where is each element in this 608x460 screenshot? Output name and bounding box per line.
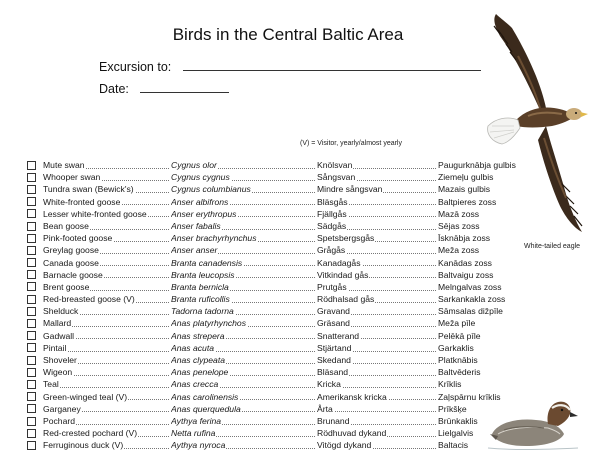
- species-latin-name: [171, 403, 317, 415]
- species-swedish-name: [317, 159, 438, 171]
- species-english-text: Bean goose: [43, 220, 89, 231]
- species-checkbox[interactable]: [27, 404, 36, 413]
- species-latvian-name: [438, 342, 528, 354]
- species-english-text: Pink-footed goose: [43, 233, 113, 244]
- species-latin-name: [171, 317, 317, 329]
- species-latin-name: [171, 269, 317, 281]
- species-english-name: [43, 269, 171, 281]
- species-swedish-text: Stjärtand: [317, 342, 352, 353]
- species-english-text: Mallard: [43, 318, 72, 329]
- species-swedish-text: Amerikansk kricka: [317, 391, 387, 402]
- species-latvian-text: Sējas zoss: [438, 220, 480, 231]
- species-swedish-name: [317, 293, 438, 305]
- species-english-text: Lesser white-fronted goose: [43, 208, 147, 219]
- species-row: [27, 305, 527, 317]
- species-latin-name: [171, 378, 317, 390]
- species-latvian-text: Mazā zoss: [438, 208, 480, 219]
- species-english-text: Garganey: [43, 403, 81, 414]
- species-swedish-text: Vitögd dykand: [317, 440, 372, 451]
- species-latvian-name: [438, 439, 528, 451]
- species-row: [27, 378, 527, 390]
- species-english-name: [43, 232, 171, 244]
- species-latvian-name: [438, 196, 528, 208]
- species-latin-name: [171, 281, 317, 293]
- species-latin-name: [171, 439, 317, 451]
- species-latvian-name: [438, 183, 528, 195]
- species-latin-text: Anser albifrons: [171, 196, 229, 207]
- species-row: [27, 257, 527, 269]
- species-latin-text: Tadorna tadorna: [171, 306, 234, 317]
- species-english-text: Teal: [43, 379, 59, 390]
- species-english-name: [43, 427, 171, 439]
- species-latvian-name: [438, 415, 528, 427]
- species-swedish-text: Snatterand: [317, 330, 360, 341]
- species-latin-text: Anser anser: [171, 245, 218, 256]
- species-english-name: [43, 354, 171, 366]
- species-swedish-text: Grågås: [317, 245, 346, 256]
- species-english-name: [43, 342, 171, 354]
- species-english-name: [43, 257, 171, 269]
- date-label: Date:: [99, 82, 129, 96]
- species-row: [27, 354, 527, 366]
- species-latin-text: Netta rufina: [171, 428, 216, 439]
- species-latin-text: Anas acuta: [171, 342, 214, 353]
- species-swedish-text: Gravand: [317, 306, 350, 317]
- species-latin-name: [171, 366, 317, 378]
- species-english-name: [43, 159, 171, 171]
- species-row: [27, 269, 527, 281]
- species-latvian-text: Garkaklis: [438, 342, 474, 353]
- species-latin-name: [171, 342, 317, 354]
- species-latin-name: [171, 415, 317, 427]
- species-english-name: [43, 208, 171, 220]
- species-latvian-text: Brūnkaklis: [438, 415, 478, 426]
- species-english-text: Pintail: [43, 342, 67, 353]
- species-latvian-text: Melngalvas zoss: [438, 281, 502, 292]
- excursion-input-line[interactable]: [183, 69, 481, 71]
- species-swedish-text: Prutgås: [317, 281, 347, 292]
- species-row: [27, 366, 527, 378]
- species-row: [27, 281, 527, 293]
- species-swedish-text: Vitkindad gås: [317, 269, 369, 280]
- species-english-name: [43, 196, 171, 208]
- species-latvian-text: Ziemeļu gulbis: [438, 172, 494, 183]
- eagle-caption: White-tailed eagle: [524, 243, 581, 250]
- species-latin-name: [171, 183, 317, 195]
- species-swedish-name: [317, 403, 438, 415]
- species-row: [27, 342, 527, 354]
- species-checklist: [27, 159, 527, 452]
- species-swedish-name: [317, 244, 438, 256]
- species-checkbox[interactable]: [27, 356, 36, 365]
- species-english-text: Gadwall: [43, 330, 75, 341]
- species-swedish-text: Knölsvan: [317, 160, 353, 170]
- species-checkbox[interactable]: [27, 307, 36, 316]
- species-row: [27, 208, 527, 220]
- species-latin-name: [171, 244, 317, 256]
- species-latvian-name: [438, 366, 528, 378]
- species-latvian-text: Meža pīle: [438, 318, 476, 329]
- species-latin-text: Anas querquedula: [171, 403, 241, 414]
- species-checkbox[interactable]: [27, 392, 36, 401]
- species-english-name: [43, 317, 171, 329]
- species-latvian-text: Sarkankakla zoss: [438, 294, 506, 305]
- species-row: [27, 232, 527, 244]
- species-latvian-text: Krīklis: [438, 379, 462, 390]
- species-english-name: [43, 439, 171, 451]
- species-latin-text: Aythya ferina: [171, 415, 222, 426]
- species-checkbox[interactable]: [27, 270, 36, 279]
- species-checkbox[interactable]: [27, 185, 36, 194]
- species-english-text: Red-crested pochard (V): [43, 428, 138, 439]
- species-latvian-name: [438, 378, 528, 390]
- species-latin-text: Anas clypeata: [171, 355, 225, 365]
- species-swedish-text: Sädgås: [317, 220, 347, 231]
- species-latin-name: [171, 305, 317, 317]
- species-swedish-name: [317, 330, 438, 342]
- species-latvian-name: [438, 171, 528, 183]
- species-swedish-text: Årta: [317, 403, 333, 414]
- species-latin-name: [171, 171, 317, 183]
- species-latvian-text: Paugurknābja gulbis: [438, 160, 516, 170]
- species-swedish-text: Fjällgås: [317, 208, 347, 219]
- species-checkbox[interactable]: [27, 331, 36, 340]
- species-english-text: Tundra swan (Bewick's): [43, 184, 134, 195]
- species-english-text: Wigeon: [43, 367, 73, 378]
- species-checkbox[interactable]: [27, 429, 36, 438]
- species-latvian-name: [438, 208, 528, 220]
- species-swedish-name: [317, 342, 438, 354]
- species-english-text: Whooper swan: [43, 172, 101, 183]
- species-english-text: White-fronted goose: [43, 196, 121, 207]
- species-english-name: [43, 183, 171, 195]
- species-swedish-name: [317, 232, 438, 244]
- date-input-line[interactable]: [140, 91, 229, 93]
- species-row: [27, 403, 527, 415]
- species-row: [27, 293, 527, 305]
- species-english-name: [43, 391, 171, 403]
- species-row: [27, 317, 527, 329]
- species-checkbox[interactable]: [27, 380, 36, 389]
- species-latvian-text: Meža zoss: [438, 245, 480, 256]
- species-latin-name: [171, 330, 317, 342]
- species-latin-name: [171, 208, 317, 220]
- species-latin-text: Anas carolinensis: [171, 391, 239, 402]
- species-latin-text: Anas platyrhynchos: [171, 318, 246, 329]
- species-latvian-text: Baltvaigu zoss: [438, 269, 494, 280]
- species-latvian-text: Lielgalvis: [438, 428, 474, 439]
- excursion-field: [99, 60, 481, 74]
- leader-dots: [317, 411, 436, 412]
- species-checkbox[interactable]: [27, 343, 36, 352]
- species-latvian-name: [438, 330, 528, 342]
- species-latvian-name: [438, 317, 528, 329]
- species-latin-text: Anas penelope: [171, 367, 229, 378]
- species-latvian-text: Zaļspārnu krīklis: [438, 391, 501, 402]
- visitor-note: (V) = Visitor, yearly/almost yearly: [300, 140, 402, 147]
- species-latin-text: Branta canadensis: [171, 257, 243, 268]
- species-english-name: [43, 366, 171, 378]
- species-checkbox[interactable]: [27, 441, 36, 450]
- species-english-text: Canada goose: [43, 257, 99, 268]
- species-swedish-text: Gräsand: [317, 318, 350, 329]
- species-english-text: Barnacle goose: [43, 269, 103, 280]
- species-swedish-name: [317, 427, 438, 439]
- species-swedish-name: [317, 208, 438, 220]
- species-english-text: Brent goose: [43, 281, 90, 292]
- species-row: [27, 159, 527, 171]
- species-latin-name: [171, 232, 317, 244]
- species-latvian-text: Pelēkā pīle: [438, 330, 481, 341]
- species-checkbox[interactable]: [27, 197, 36, 206]
- species-latvian-name: [438, 159, 528, 171]
- species-latvian-name: [438, 427, 528, 439]
- species-latin-name: [171, 159, 317, 171]
- species-english-name: [43, 244, 171, 256]
- species-row: [27, 171, 527, 183]
- species-row: [27, 415, 527, 427]
- species-latin-name: [171, 293, 317, 305]
- species-english-name: [43, 305, 171, 317]
- species-swedish-name: [317, 354, 438, 366]
- species-latin-name: [171, 391, 317, 403]
- species-swedish-name: [317, 305, 438, 317]
- species-swedish-name: [317, 439, 438, 451]
- species-latvian-name: [438, 403, 528, 415]
- species-latin-name: [171, 196, 317, 208]
- species-swedish-name: [317, 196, 438, 208]
- species-english-name: [43, 293, 171, 305]
- species-swedish-text: Rödhalsad gås: [317, 294, 375, 305]
- leader-dots: [43, 387, 169, 388]
- species-swedish-text: Skedand: [317, 355, 351, 365]
- species-row: [27, 220, 527, 232]
- species-swedish-name: [317, 317, 438, 329]
- species-latin-name: [171, 257, 317, 269]
- species-english-text: Red-breasted goose (V): [43, 294, 135, 305]
- species-english-text: Green-winged teal (V): [43, 391, 128, 402]
- species-latvian-text: Sāmsalas dižpīle: [438, 306, 503, 317]
- species-english-text: Ferruginous duck (V): [43, 440, 124, 451]
- species-checkbox[interactable]: [27, 368, 36, 377]
- species-english-text: Greylag goose: [43, 245, 99, 256]
- species-english-name: [43, 403, 171, 415]
- species-swedish-text: Spetsbergsgås: [317, 233, 375, 244]
- species-latvian-name: [438, 257, 528, 269]
- species-swedish-text: Rödhuvad dykand: [317, 428, 387, 439]
- species-swedish-name: [317, 171, 438, 183]
- species-swedish-text: Kricka: [317, 379, 341, 390]
- species-row: [27, 391, 527, 403]
- species-swedish-text: Bläsand: [317, 367, 349, 378]
- species-english-text: Pochard: [43, 415, 76, 426]
- species-english-name: [43, 415, 171, 427]
- species-swedish-text: Brunand: [317, 415, 350, 426]
- species-latvian-name: [438, 391, 528, 403]
- species-checkbox[interactable]: [27, 209, 36, 218]
- species-row: [27, 427, 527, 439]
- species-english-name: [43, 378, 171, 390]
- species-checkbox[interactable]: [27, 258, 36, 267]
- species-latin-name: [171, 427, 317, 439]
- species-latvian-text: Baltacis: [438, 440, 469, 451]
- species-english-name: [43, 171, 171, 183]
- species-latin-text: Cygnus columbianus: [171, 184, 251, 195]
- species-latvian-text: Kanādas zoss: [438, 257, 492, 268]
- species-row: [27, 330, 527, 342]
- species-swedish-name: [317, 269, 438, 281]
- species-swedish-text: Bläsgås: [317, 196, 348, 207]
- species-latvian-text: Baltvēderis: [438, 367, 481, 378]
- species-latvian-name: [438, 232, 528, 244]
- species-checkbox[interactable]: [27, 417, 36, 426]
- species-swedish-text: Sångsvan: [317, 172, 356, 183]
- species-english-text: Shelduck: [43, 306, 79, 317]
- species-row: [27, 439, 527, 451]
- species-latin-text: Cygnus cygnus: [171, 172, 230, 183]
- species-swedish-text: Kanadagås: [317, 257, 361, 268]
- species-swedish-name: [317, 366, 438, 378]
- species-english-text: Shoveler: [43, 355, 77, 365]
- species-checkbox[interactable]: [27, 246, 36, 255]
- species-checkbox[interactable]: [27, 282, 36, 291]
- species-latvian-name: [438, 220, 528, 232]
- species-checkbox[interactable]: [27, 222, 36, 231]
- species-latvian-name: [438, 305, 528, 317]
- species-latin-text: Branta ruficollis: [171, 294, 230, 305]
- species-latvian-name: [438, 269, 528, 281]
- species-row: [27, 196, 527, 208]
- species-latin-text: Anser erythropus: [171, 208, 237, 219]
- species-english-name: [43, 281, 171, 293]
- species-latin-name: [171, 354, 317, 366]
- species-swedish-name: [317, 391, 438, 403]
- species-latin-text: Cygnus olor: [171, 160, 217, 170]
- species-latin-text: Aythya nyroca: [171, 440, 226, 451]
- species-checkbox[interactable]: [27, 295, 36, 304]
- date-field: [99, 82, 229, 96]
- species-latvian-name: [438, 281, 528, 293]
- species-swedish-name: [317, 220, 438, 232]
- excursion-label: Excursion to:: [99, 60, 172, 74]
- species-latvian-text: Prīkšķe: [438, 403, 467, 414]
- species-swedish-name: [317, 281, 438, 293]
- species-latin-text: Anas strepera: [171, 330, 225, 341]
- species-latin-name: [171, 220, 317, 232]
- species-latin-text: Branta leucopsis: [171, 269, 235, 280]
- species-swedish-text: Mindre sångsvan: [317, 184, 383, 195]
- species-swedish-name: [317, 378, 438, 390]
- species-english-text: Mute swan: [43, 160, 85, 170]
- species-row: [27, 244, 527, 256]
- species-latin-text: Anas crecca: [171, 379, 219, 390]
- species-swedish-name: [317, 415, 438, 427]
- page-title: Birds in the Central Baltic Area: [172, 25, 404, 44]
- species-latvian-name: [438, 244, 528, 256]
- species-latvian-text: Baltpieres zoss: [438, 196, 497, 207]
- species-latin-text: Anser brachyrhynchus: [171, 233, 257, 244]
- species-latvian-name: [438, 354, 528, 366]
- species-checkbox[interactable]: [27, 319, 36, 328]
- species-swedish-name: [317, 257, 438, 269]
- species-checkbox[interactable]: [27, 161, 36, 170]
- species-checkbox[interactable]: [27, 173, 36, 182]
- species-row: [27, 183, 527, 195]
- species-latvian-text: Mazais gulbis: [438, 184, 491, 195]
- species-english-name: [43, 330, 171, 342]
- species-latvian-text: Īsknābja zoss: [438, 233, 491, 244]
- species-latin-text: Branta bernicla: [171, 281, 229, 292]
- species-swedish-name: [317, 183, 438, 195]
- species-latvian-name: [438, 293, 528, 305]
- species-checkbox[interactable]: [27, 234, 36, 243]
- species-latin-text: Anser fabalis: [171, 220, 221, 231]
- species-english-name: [43, 220, 171, 232]
- species-latvian-text: Platknābis: [438, 355, 478, 365]
